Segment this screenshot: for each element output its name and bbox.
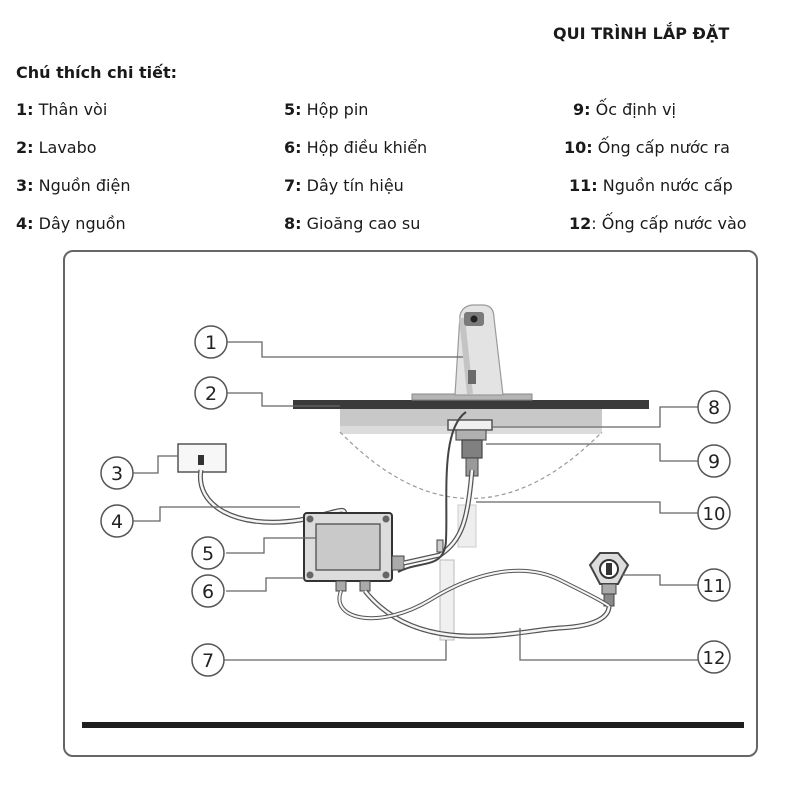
legend-label: : Ống cấp nước vào <box>591 214 747 233</box>
legend-label: Gioăng cao su <box>301 214 421 233</box>
callout-3 <box>101 457 133 489</box>
legend-number: 9: <box>573 100 591 119</box>
counter-top <box>293 400 649 409</box>
callout-8 <box>698 391 730 423</box>
legend-label: Thân vòi <box>33 100 108 119</box>
callout-number: 12 <box>702 648 726 669</box>
callout-number: 7 <box>201 650 215 672</box>
callout-12 <box>698 641 730 673</box>
legend-number: 1: <box>16 100 34 119</box>
callout-10 <box>698 497 730 529</box>
callout-number: 10 <box>702 504 726 525</box>
legend-label: Ống cấp nước ra <box>592 138 730 157</box>
signal-conduit <box>440 560 454 640</box>
callout-number: 6 <box>201 581 215 603</box>
legend-number: 12 <box>569 214 592 233</box>
power-socket <box>178 444 226 472</box>
callout-1 <box>195 326 227 358</box>
callout-number: 2 <box>204 383 218 405</box>
legend-number: 3: <box>16 176 34 195</box>
legend-number: 5: <box>284 100 302 119</box>
callout-7 <box>192 644 224 676</box>
legend-heading: Chú thích chi tiết: <box>16 63 178 82</box>
callout-2 <box>195 377 227 409</box>
floor-line <box>82 722 744 728</box>
callout-number: 11 <box>702 576 726 597</box>
legend-label: Nguồn điện <box>33 176 131 195</box>
legend-number: 4: <box>16 214 34 233</box>
callout-4 <box>101 505 133 537</box>
legend-label: Hộp điều khiển <box>301 138 428 157</box>
legend-number: 11: <box>569 176 598 195</box>
faucet <box>412 305 532 400</box>
callout-5 <box>192 537 224 569</box>
legend-number: 10: <box>564 138 593 157</box>
legend-label: Lavabo <box>33 138 97 157</box>
diagram-frame <box>64 251 757 756</box>
legend-label: Nguồn nước cấp <box>597 176 733 195</box>
callout-6 <box>192 575 224 607</box>
callout-number: 3 <box>110 463 124 485</box>
callout-number: 1 <box>204 332 218 354</box>
callout-9 <box>698 445 730 477</box>
callout-11 <box>698 569 730 601</box>
callout-number: 8 <box>707 397 721 419</box>
control-box <box>304 513 404 591</box>
legend-number: 6: <box>284 138 302 157</box>
legend-label: Dây nguồn <box>33 214 126 233</box>
legend-number: 8: <box>284 214 302 233</box>
legend-label: Ốc định vị <box>590 100 676 119</box>
legend-number: 2: <box>16 138 34 157</box>
callout-number: 5 <box>201 543 215 565</box>
legend-label: Hộp pin <box>301 100 369 119</box>
legend-number: 7: <box>284 176 302 195</box>
callout-number: 9 <box>707 451 721 473</box>
legend-label: Dây tín hiệu <box>301 176 404 195</box>
callout-number: 4 <box>110 511 124 533</box>
page-title: QUI TRÌNH LẮP ĐẶT <box>553 24 730 43</box>
